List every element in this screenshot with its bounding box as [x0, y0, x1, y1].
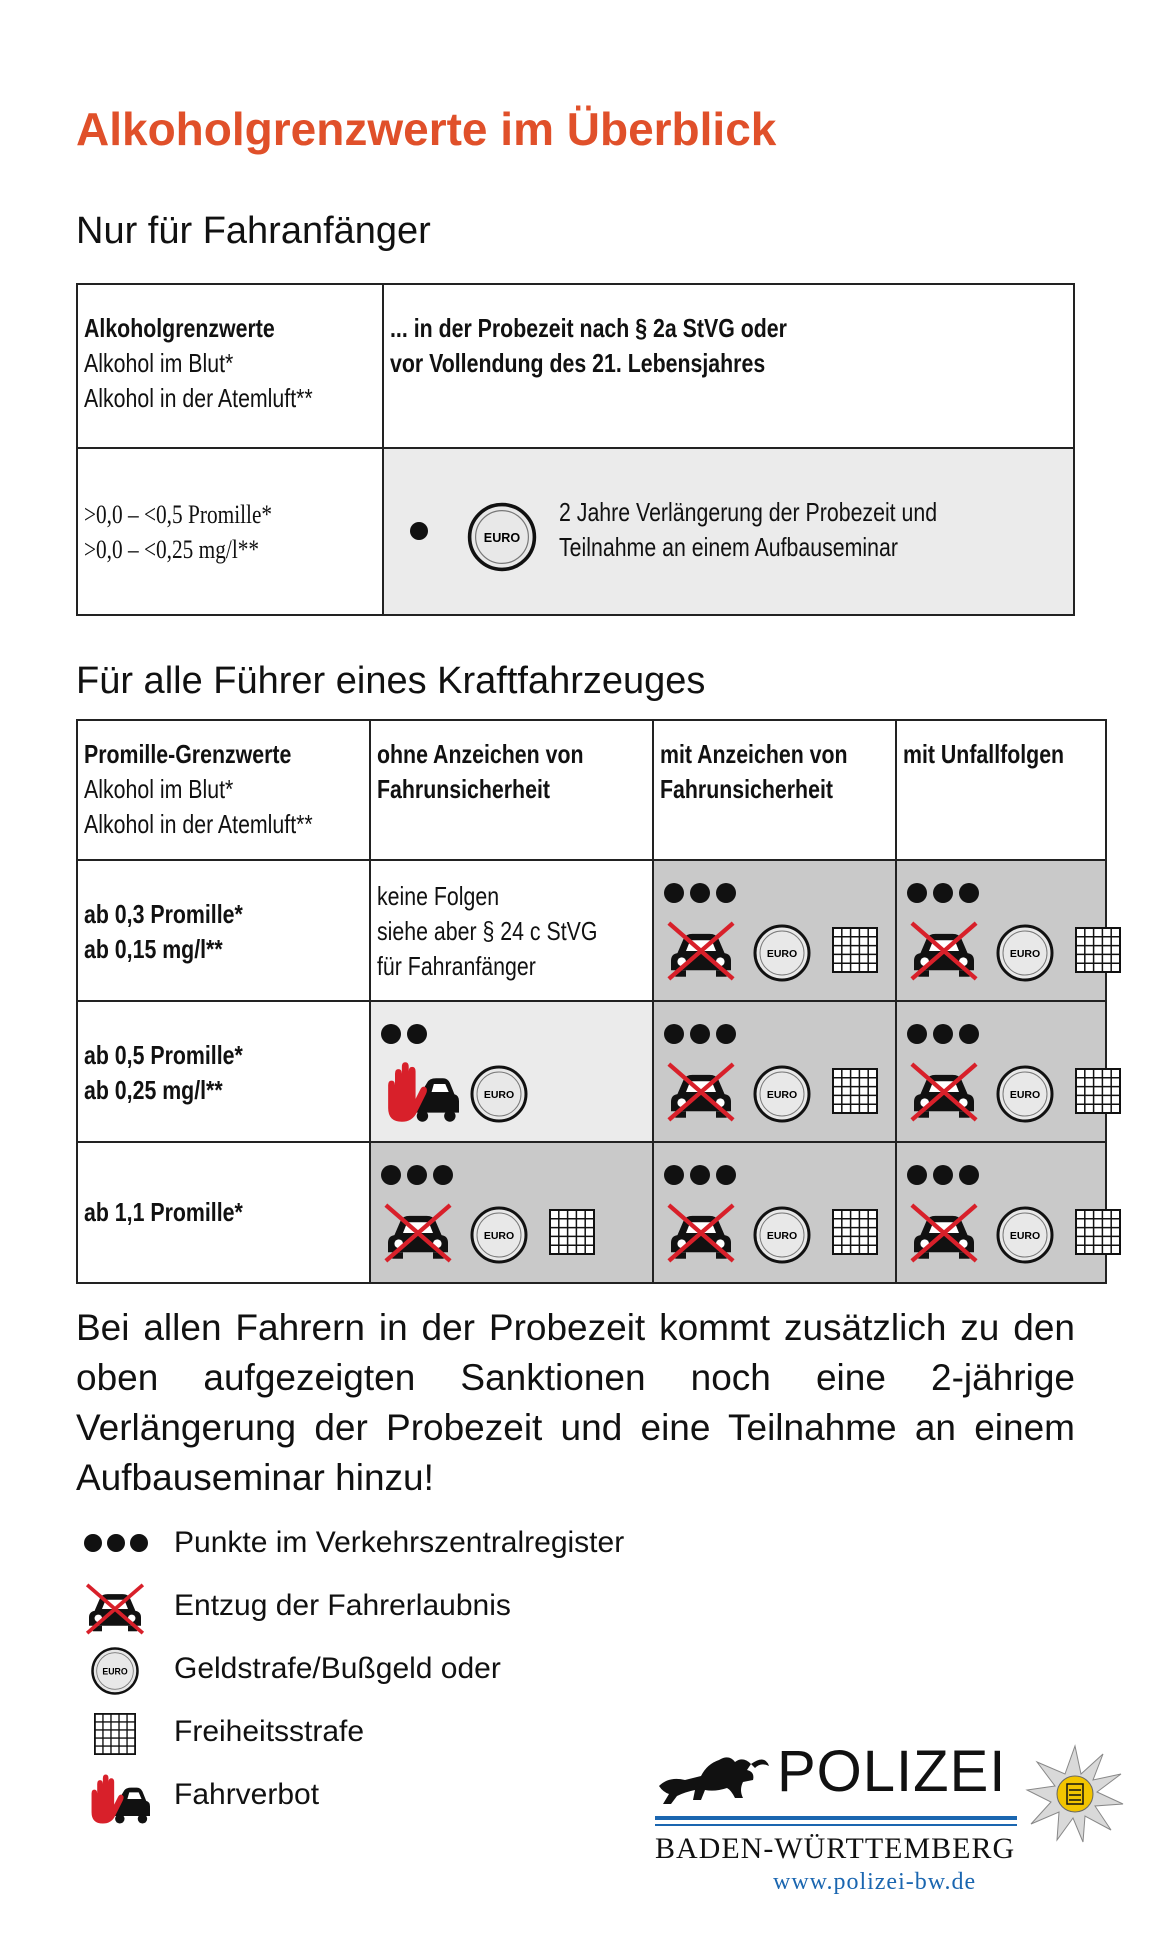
t1-consequence-line2: Teilnahme an einem Aufbauseminar	[559, 532, 898, 562]
all-drivers-limits-table	[76, 719, 1107, 1284]
point-icon	[410, 522, 428, 540]
license-revoked-icon	[909, 1062, 979, 1122]
prison-grid-icon	[1075, 1068, 1121, 1114]
t2-header-accident-line1: mit Unfallfolgen	[902, 739, 1064, 769]
probation-note: Bei allen Fahrern in der Probezeit kommt zusätzlich zu den oben aufgezeigten Sanktionen noch eine 2-jährige Verlängerung der Probezeit und eine Teilnahme an einem Aufbauseminar hinzu!	[76, 1307, 1075, 1498]
t2-row-label	[77, 860, 370, 1001]
t2-header-with-signs-line2: Fahrunsicherheit	[659, 774, 833, 804]
prison-grid-icon	[1075, 927, 1121, 973]
license-revoked-icon	[909, 921, 979, 981]
t2-row2-promille: ab 0,5 Promille*	[84, 1040, 243, 1070]
legend-label: Punkte im Verkehrszentralregister	[174, 1526, 625, 1559]
logo-divider	[655, 1816, 1017, 1820]
license-revoked-icon	[84, 1583, 146, 1635]
police-star-icon	[1025, 1744, 1125, 1844]
sanction-cell-ban	[370, 1001, 653, 1142]
police-logo	[655, 1732, 1135, 1912]
points-icon	[664, 1165, 736, 1185]
legend-label: Entzug der Fahrerlaubnis	[174, 1589, 511, 1622]
t1-consequence	[559, 495, 1020, 565]
legend-item-license	[76, 1583, 776, 1633]
t1-header-right-line1: ... in der Probezeit nach § 2a StVG oder	[390, 313, 787, 343]
euro-coin-icon	[995, 923, 1055, 983]
logo-word: POLIZEI	[777, 1739, 1007, 1804]
t2-row1-mgl: ab 0,15 mg/l**	[84, 934, 223, 964]
t2-row1-for-beginners: für Fahranfänger	[376, 951, 536, 981]
euro-label: EURO	[1009, 948, 1040, 960]
points-icon	[907, 1024, 979, 1044]
t2-row1-no-signs	[370, 860, 653, 1001]
points-icon	[664, 1024, 736, 1044]
euro-coin-icon	[752, 1205, 812, 1265]
t2-row1-see-stvg: siehe aber § 24 c StVG	[376, 916, 598, 946]
legend-item-points	[76, 1520, 776, 1570]
sanction-cell	[896, 1001, 1106, 1142]
sanction-cell	[370, 1142, 653, 1283]
points-icon	[84, 1534, 148, 1552]
lion-icon	[655, 1746, 773, 1810]
t2-header-no-signs-line1: ohne Anzeichen von	[376, 739, 584, 769]
page-title: Alkoholgrenzwerte im Überblick	[76, 103, 777, 155]
sanction-cell	[653, 860, 896, 1001]
driving-ban-icon	[84, 1772, 150, 1826]
license-revoked-icon	[383, 1203, 453, 1263]
t2-header-with-signs-line1: mit Anzeichen von	[659, 739, 848, 769]
beginner-limits-table	[76, 283, 1075, 616]
euro-coin-icon	[90, 1646, 140, 1696]
t2-header-limits-title: Promille-Grenzwerte	[84, 739, 292, 769]
prison-grid-icon	[832, 927, 878, 973]
euro-label: EURO	[1009, 1230, 1040, 1242]
euro-coin-icon	[466, 501, 538, 573]
euro-label: EURO	[483, 530, 521, 545]
points-icon	[381, 1024, 427, 1044]
t1-row-right	[383, 448, 1074, 615]
legend-label: Geldstrafe/Bußgeld oder	[174, 1652, 501, 1685]
sanction-cell	[653, 1001, 896, 1142]
euro-label: EURO	[483, 1230, 515, 1242]
t1-header-left-blood: Alkohol im Blut*	[84, 348, 234, 378]
prison-grid-icon	[832, 1209, 878, 1255]
logo-url: www.polizei-bw.de	[773, 1869, 977, 1895]
euro-coin-icon	[752, 1064, 812, 1124]
euro-label: EURO	[483, 1089, 515, 1101]
t2-header-limits-blood: Alkohol im Blut*	[84, 774, 234, 804]
legend-label: Fahrverbot	[174, 1778, 320, 1811]
t1-promille-range: >0,0 – <0,5 Promille*	[84, 500, 273, 529]
license-revoked-icon	[666, 921, 736, 981]
t1-header-left-breath: Alkohol in der Atemluft**	[84, 383, 313, 413]
euro-coin-icon	[469, 1205, 529, 1265]
t2-header-no-signs-line2: Fahrunsicherheit	[376, 774, 550, 804]
t2-header-no-signs	[370, 720, 653, 860]
points-icon	[907, 1165, 979, 1185]
points-icon	[381, 1165, 453, 1185]
euro-coin-icon	[469, 1064, 529, 1124]
section-heading-beginners: Nur für Fahranfänger	[76, 210, 431, 252]
license-revoked-icon	[909, 1203, 979, 1263]
t1-header-left	[77, 284, 383, 448]
prison-grid-icon	[832, 1068, 878, 1114]
legend-item-fine	[76, 1646, 776, 1696]
t2-header-limits	[77, 720, 370, 860]
prison-grid-icon	[1075, 1209, 1121, 1255]
sanction-cell	[896, 860, 1106, 1001]
logo-region: BADEN-WÜRTTEMBERG	[655, 1832, 1016, 1865]
t2-header-limits-breath: Alkohol in der Atemluft**	[84, 809, 313, 839]
euro-label: EURO	[1009, 1089, 1040, 1101]
t2-row2-mgl: ab 0,25 mg/l**	[84, 1075, 223, 1105]
driving-ban-icon	[379, 1060, 459, 1124]
t1-consequence-line1: 2 Jahre Verlängerung der Probezeit und	[559, 497, 938, 527]
t2-header-with-signs	[653, 720, 896, 860]
t2-row3-promille: ab 1,1 Promille*	[84, 1197, 243, 1227]
euro-label: EURO	[766, 1230, 797, 1242]
t1-header-right	[383, 284, 1074, 448]
sanction-cell	[653, 1142, 896, 1283]
license-revoked-icon	[666, 1203, 736, 1263]
prison-grid-icon	[94, 1713, 136, 1755]
euro-label: EURO	[766, 1089, 797, 1101]
t2-row1-no-consequences: keine Folgen	[376, 881, 500, 911]
t2-row-label	[77, 1142, 370, 1283]
legend-label: Freiheitsstrafe	[174, 1715, 365, 1748]
points-icon	[664, 883, 736, 903]
t1-row-left	[77, 448, 383, 615]
t2-row1-promille: ab 0,3 Promille*	[84, 899, 243, 929]
euro-coin-icon	[995, 1064, 1055, 1124]
t2-row-label	[77, 1001, 370, 1142]
section-heading-all-drivers: Für alle Führer eines Kraftfahrzeuges	[76, 660, 706, 702]
euro-coin-icon	[995, 1205, 1055, 1265]
t1-mgl-range: >0,0 – <0,25 mg/l**	[84, 535, 260, 564]
euro-label: EURO	[102, 1666, 128, 1677]
logo-divider	[655, 1824, 1017, 1826]
t1-header-right-line2: vor Vollendung des 21. Lebensjahres	[390, 348, 766, 378]
sanction-cell	[896, 1142, 1106, 1283]
euro-label: EURO	[766, 948, 797, 960]
license-revoked-icon	[666, 1062, 736, 1122]
euro-coin-icon	[752, 923, 812, 983]
t1-header-left-title: Alkoholgrenzwerte	[84, 313, 275, 343]
prison-grid-icon	[549, 1209, 595, 1255]
t2-header-accident	[896, 720, 1106, 860]
points-icon	[907, 883, 979, 903]
